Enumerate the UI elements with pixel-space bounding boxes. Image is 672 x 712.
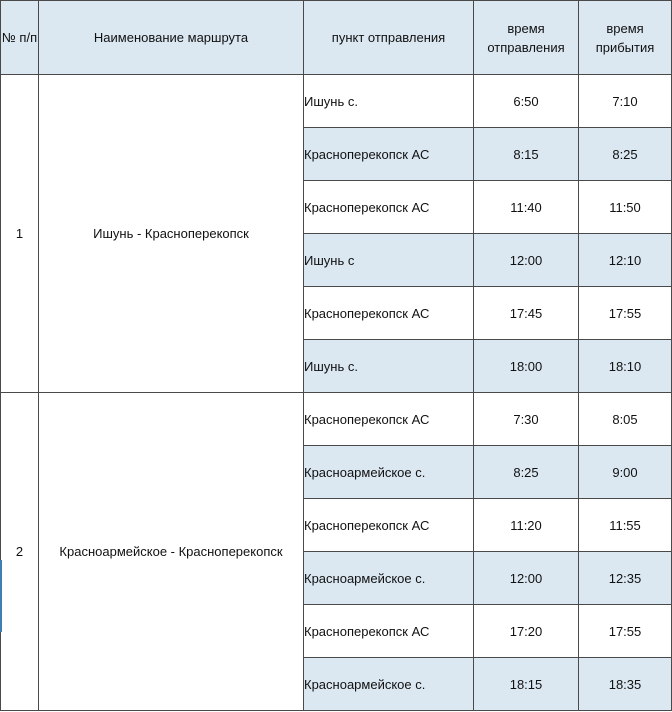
departure-time: 17:45 [474, 287, 579, 340]
arrival-time: 18:10 [579, 340, 672, 393]
arrival-time: 11:55 [579, 499, 672, 552]
header-arrival-time: время прибытия [579, 1, 672, 75]
departure-point: Ишунь с. [304, 75, 474, 128]
departure-point: Ишунь с [304, 234, 474, 287]
header-route: Наименование маршрута [39, 1, 304, 75]
arrival-time: 12:10 [579, 234, 672, 287]
table-row [1, 75, 672, 128]
departure-time: 8:15 [474, 128, 579, 181]
route-number: 2 [1, 393, 39, 711]
departure-point: Красноперекопск АС [304, 287, 474, 340]
departure-point: Красноперекопск АС [304, 393, 474, 446]
arrival-time: 8:05 [579, 393, 672, 446]
departure-time: 11:20 [474, 499, 579, 552]
departure-time: 8:25 [474, 446, 579, 499]
arrival-time: 12:35 [579, 552, 672, 605]
route-number: 1 [1, 75, 39, 393]
route-name: Красноармейское - Красноперекопск [39, 393, 304, 711]
departure-point: Красноармейское с. [304, 658, 474, 711]
departure-time: 17:20 [474, 605, 579, 658]
departure-time: 18:15 [474, 658, 579, 711]
arrival-time: 18:35 [579, 658, 672, 711]
departure-point: Красноперекопск АС [304, 181, 474, 234]
header-num: № п/п [1, 1, 39, 75]
departure-point: Красноперекопск АС [304, 499, 474, 552]
departure-time: 12:00 [474, 234, 579, 287]
arrival-time: 9:00 [579, 446, 672, 499]
departure-time: 11:40 [474, 181, 579, 234]
departure-point: Красноармейское с. [304, 552, 474, 605]
left-edge-accent [0, 560, 2, 632]
header-departure-time: время отправления [474, 1, 579, 75]
header-row [1, 1, 672, 75]
arrival-time: 17:55 [579, 605, 672, 658]
departure-time: 12:00 [474, 552, 579, 605]
departure-point: Красноперекопск АС [304, 605, 474, 658]
arrival-time: 7:10 [579, 75, 672, 128]
arrival-time: 8:25 [579, 128, 672, 181]
table-row [1, 393, 672, 446]
header-departure-point: пункт отправления [304, 1, 474, 75]
arrival-time: 11:50 [579, 181, 672, 234]
departure-point: Красноармейское с. [304, 446, 474, 499]
departure-point: Красноперекопск АС [304, 128, 474, 181]
departure-time: 6:50 [474, 75, 579, 128]
arrival-time: 17:55 [579, 287, 672, 340]
route-name: Ишунь - Красноперекопск [39, 75, 304, 393]
departure-point: Ишунь с. [304, 340, 474, 393]
departure-time: 7:30 [474, 393, 579, 446]
departure-time: 18:00 [474, 340, 579, 393]
